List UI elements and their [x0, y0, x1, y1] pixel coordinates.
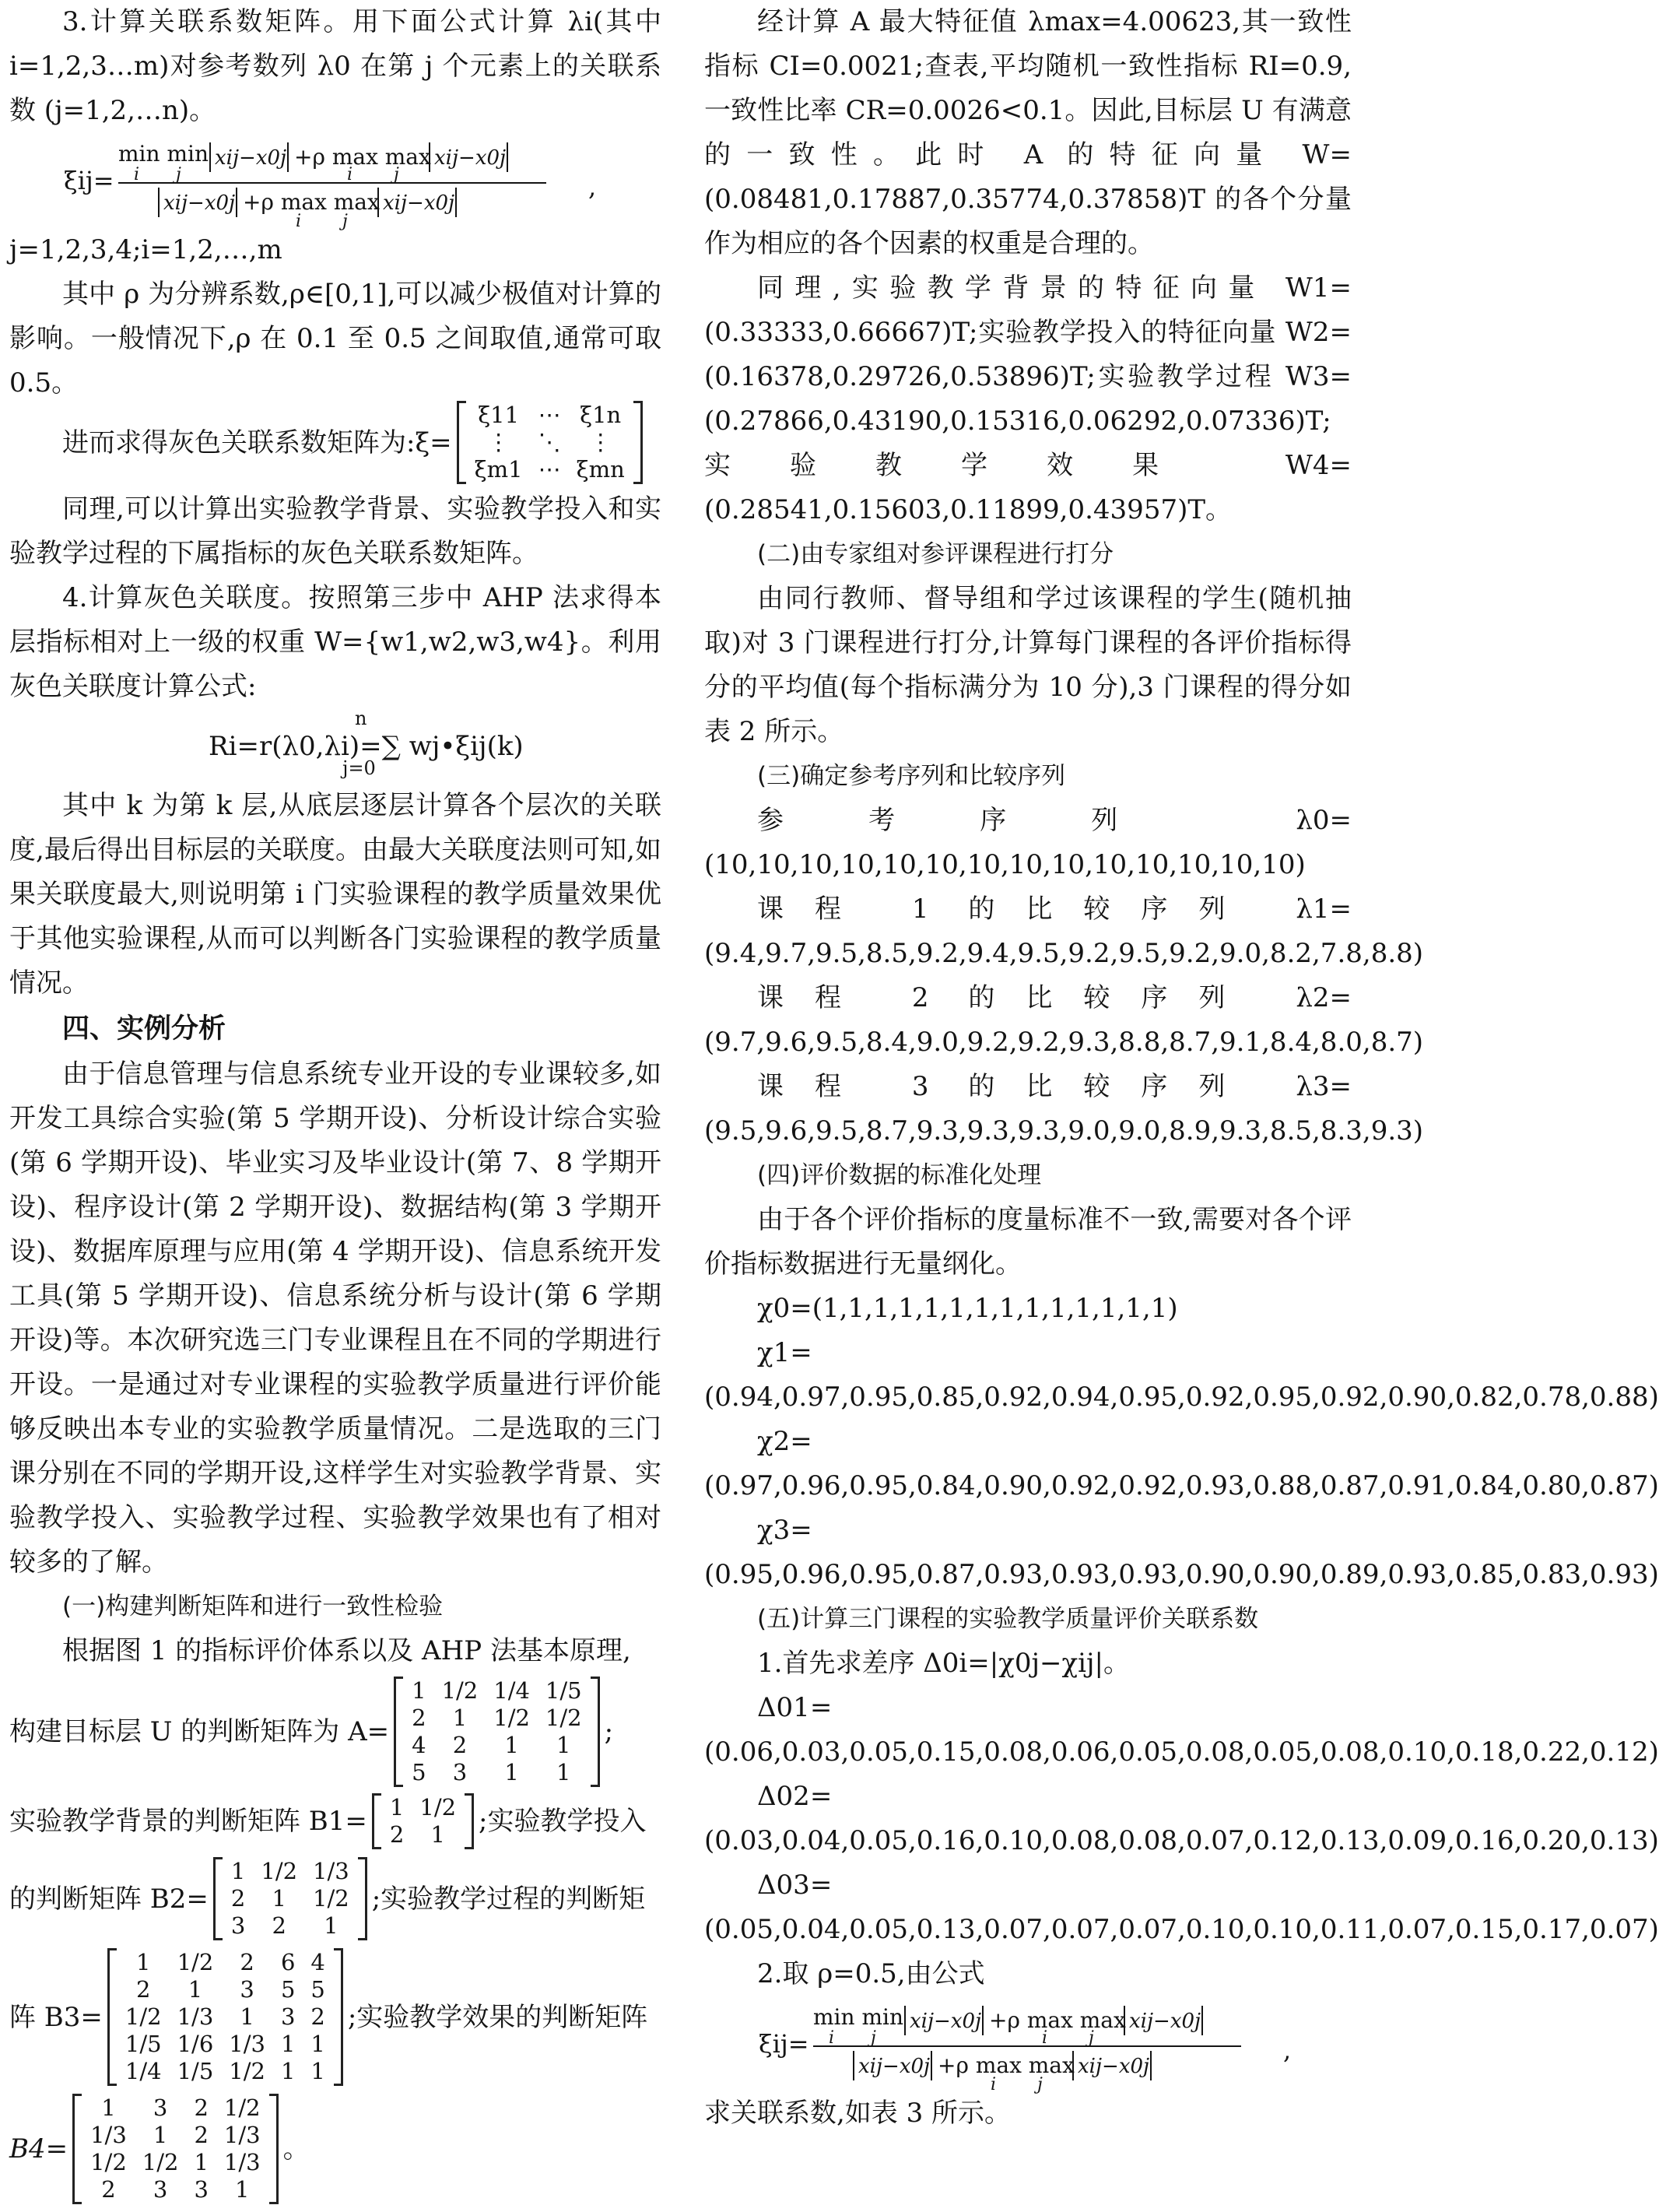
formula-sub-j: j	[176, 165, 181, 184]
paragraph-delta03: Δ03=(0.05,0.04,0.05,0.13,0.07,0.07,0.07,0.10,0.10,0.11,0.07,0.15,0.17,0.07)	[704, 1870, 1659, 1945]
paragraph-step3: 3.计算关联系数矩阵。用下面公式计算 λi(其中 i=1,2,3…m)对参考数列 λ0 在第 j 个元素上的关联系数 (j=1,2,…n)。	[9, 6, 661, 126]
svg-text:,: ,	[1283, 2035, 1292, 2065]
relation-coefficient-formula	[9, 133, 661, 231]
subsection-5-title: (五)计算三门课程的实验教学质量评价关联系数	[757, 1605, 1259, 1633]
paragraph-delta02: Δ02=(0.03,0.04,0.05,0.16,0.10,0.08,0.08,0.07,0.12,0.13,0.09,0.16,0.20,0.13)	[704, 1781, 1659, 1856]
paragraph-same: 同理,可以计算出实验教学背景、实验教学投入和实验教学过程的下属指标的灰色关联系数矩阵。	[9, 493, 661, 569]
matrix-B2: 1 1/2 1/3 2 1 1/2 3 2 1	[213, 1857, 367, 1940]
formula-minmin: min min	[118, 141, 209, 167]
matrix-B4-label: B4=	[9, 2133, 68, 2165]
xi-matrix-label: 进而求得灰色关联系数矩阵为:ξ=	[62, 427, 452, 458]
grey-relation-formula	[9, 709, 661, 784]
formula-comma: ,	[588, 172, 597, 202]
formula-R-bottom: j=0	[342, 757, 376, 779]
svg-text:min min: min min	[813, 2004, 903, 2030]
subsection-3-title: (三)确定参考序列和比较序列	[757, 762, 1066, 790]
paragraph-step4: 4.计算灰色关联度。按照第三步中 AHP 法求得本层指标相对上一级的权重 W={w1,w2,w3,w4}。利用灰色关联度计算公式:	[9, 582, 661, 702]
svg-text:xij−x0j: xij−x0j	[910, 2010, 982, 2033]
xi-matrix-row	[9, 401, 661, 484]
subsection-4-title: (四)评价数据的标准化处理	[757, 1161, 1042, 1189]
matrix-B3-label: 阵 B3=	[9, 2001, 103, 2033]
svg-text:i: i	[829, 2028, 835, 2048]
matrix-B1: 1 1/2 2 1	[372, 1793, 474, 1849]
paragraph-rho-05: 2.取 ρ=0.5,由公式	[757, 1958, 985, 1989]
matrix-B3: 1 1/2 2 6 4 2 1 3 5 5 1/2 1/3 1 3 2 1/5 1/6 1/3 1 1 1/4 1/5 1/2 1 1	[107, 1948, 343, 2086]
paragraph-chi2: χ2=(0.97,0.96,0.95,0.84,0.90,0.92,0.92,0.93,0.88,0.87,0.91,0.84,0.80,0.87)	[704, 1426, 1659, 1501]
paragraph-result: 求关联系数,如表 3 所示。	[704, 2098, 1012, 2129]
relation-coefficient-formula-2	[704, 1996, 1352, 2094]
svg-text:ξij=: ξij=	[759, 2029, 809, 2059]
paragraph-j-range: j=1,2,3,4;i=1,2,…,m	[9, 234, 282, 265]
matrix-A-row: 构建目标层 U 的判断矩阵为 A= 1 1/2 1/4 1/5 2 1 1/2 1/2 4 2 1 1 5 3 1 1 ;	[9, 1677, 614, 1785]
formula-graphic-2	[704, 1996, 1352, 2094]
paragraph-reference-sequence: 参考序列 λ0=(10,10,10,10,10,10,10,10,10,10,10,10,10,10)	[704, 805, 1352, 880]
paragraph-course2-sequence: 课程 2 的比较序列 λ2=(9.7,9.6,9.5,8.4,9.0,9.2,9.2,9.3,8.8,8.7,9.1,8.4,8.0,8.7)	[704, 982, 1424, 1058]
matrix-A-label: 构建目标层 U 的判断矩阵为 A=	[9, 1716, 390, 1747]
paragraph-chi1: χ1=(0.94,0.97,0.95,0.85,0.92,0.94,0.95,0.92,0.95,0.92,0.90,0.82,0.78,0.88)	[704, 1337, 1659, 1413]
svg-text:xij−x0j: xij−x0j	[1078, 2055, 1150, 2078]
matrix-B3-after: ;实验教学效果的判断矩阵	[347, 2001, 648, 2033]
paragraph-delta01: Δ01=(0.06,0.03,0.05,0.15,0.08,0.06,0.05,0.08,0.05,0.08,0.10,0.18,0.22,0.12)	[704, 1692, 1659, 1768]
matrix-B1-label: 实验教学背景的判断矩阵 B1=	[9, 1806, 367, 1837]
matrix-B1-after: ;实验教学投入	[479, 1806, 647, 1837]
svg-text:i: i	[991, 2075, 997, 2094]
paragraph-normalization: 由于各个评价指标的度量标准不一致,需要对各个评价指标数据进行无量纲化。	[704, 1204, 1352, 1280]
matrix-B2-label: 的判断矩阵 B2=	[9, 1883, 209, 1915]
left-column	[9, 0, 661, 2212]
svg-text:j: j	[1089, 2028, 1094, 2048]
formula-den-abs-2: xij−x0j	[383, 191, 455, 215]
formula-den-abs: xij−x0j	[163, 191, 236, 215]
formula-den-plus-rho: +ρ max max	[243, 189, 380, 215]
matrix-B4-after: 。	[282, 2133, 310, 2165]
paragraph-build: 根据图 1 的指标评价体系以及 AHP 法基本原理,	[62, 1635, 631, 1666]
paragraph-rho: 其中 ρ 为分辨系数,ρ∈[0,1],可以减少极值对计算的影响。一般情况下,ρ 在 0.1 至 0.5 之间取值,通常可取 0.5。	[9, 279, 661, 399]
svg-text:i: i	[1042, 2028, 1048, 2048]
matrix-B2-row	[9, 1857, 661, 1940]
formula-R-top: n	[355, 707, 367, 729]
matrix-B1-row	[9, 1793, 661, 1849]
svg-text:+ρ max max: +ρ max max	[938, 2052, 1075, 2078]
formula-sub-i: i	[134, 165, 140, 184]
svg-text:j: j	[871, 2028, 876, 2048]
matrix-B2-after: ;实验教学过程的判断矩	[371, 1883, 646, 1915]
subsection-1-title: (一)构建判断矩阵和进行一致性检验	[62, 1592, 444, 1620]
paragraph-difference: 1.首先求差序 Δ0i=|χ0j−χij|。	[757, 1648, 1130, 1679]
formula-graphic	[9, 133, 661, 231]
formula-R-main: Ri=r(λ0,λi)=∑ wj•ξij(k)	[209, 731, 524, 762]
paragraph-lambda-max: 经计算 A 最大特征值 λmax=4.00623,其一致性指标 CI=0.0021;查表,平均随机一致性指标 RI=0.9,一致性比率 CR=0.0026<0.1。因此,目标层 U 有满意的一致性。此时 A 的特征向量 W=(0.08481,0.17887,0.35774,0.37858)T 的各个分量作为相应的各个因素的权重是合理的。	[704, 6, 1352, 259]
svg-text:xij−x0j: xij−x0j	[1129, 2010, 1201, 2033]
right-column	[704, 0, 1659, 2136]
formula-abs-1: xij−x0j	[215, 146, 287, 170]
paragraph-chi3: χ3=(0.95,0.96,0.95,0.87,0.93,0.93,0.93,0.90,0.90,0.89,0.93,0.85,0.83,0.93)	[704, 1515, 1659, 1590]
paragraph-k: 其中 k 为第 k 层,从底层逐层计算各个层次的关联度,最后得出目标层的关联度。由最大关联度法则可知,如果关联度最大,则说明第 i 门实验课程的教学质量效果优于其他实验课程,从而可以判断各门实验课程的教学质量情况。	[9, 790, 661, 999]
section-4-title: 四、实例分析	[62, 1013, 226, 1045]
svg-text:xij−x0j: xij−x0j	[858, 2055, 931, 2078]
paragraph-vectors: 同理,实验教学背景的特征向量 W1=(0.33333,0.66667)T;实验教学投入的特征向量 W2=(0.16378,0.29726,0.53896)T;实验教学过程 W3=(0.27866,0.43190,0.15316,0.06292,0.07336)T;实验教学效果 W4=(0.28541,0.15603,0.11899,0.43957)T。	[704, 272, 1352, 525]
paragraph-chi0: χ0=(1,1,1,1,1,1,1,1,1,1,1,1,1,1)	[757, 1293, 1178, 1324]
matrix-B4: 1 3 2 1/2 1/3 1 2 1/3 1/2 1/2 1 1/3 2 3 3 1	[72, 2094, 278, 2204]
paragraph-scoring: 由同行教师、督导组和学过该课程的学生(随机抽取)对 3 门课程进行打分,计算每门课程的各评价指标得分的平均值(每个指标满分为 10 分),3 门课程的得分如表 2 所示。	[704, 583, 1352, 747]
xi-matrix: ξ11 ⋯ ξ1n ⋮ ⋱ ⋮ ξm1 ⋯ ξmn	[457, 401, 643, 484]
svg-text:j: j	[394, 165, 399, 184]
svg-text:j: j	[342, 212, 348, 231]
subsection-2-title: (二)由专家组对参评课程进行打分	[757, 540, 1114, 568]
paragraph-case: 由于信息管理与信息系统专业开设的专业课较多,如开发工具综合实验(第 5 学期开设)、分析设计综合实验(第 6 学期开设)、毕业实习及毕业设计(第 7、8 学期开设)、程序设计(第 2 学期开设)、数据结构(第 3 学期开设)、数据库原理与应用(第 4 学期开设)、信息系统开发工具(第 5 学期开设)、信息系统分析与设计(第 6 学期开设)等。本次研究选三门专业课程且在不同的学期进行开设。一是通过对专业课程的实验教学质量进行评价能够反映出本专业的实验教学质量情况。二是选取的三门课分别在不同的学期开设,这样学生对实验教学背景、实验教学投入、实验教学过程、实验教学效果也有了相对较多的了解。	[9, 1059, 661, 1578]
matrix-B3-row	[9, 1948, 661, 2086]
svg-text:i: i	[347, 165, 353, 184]
formula-lhs: ξij=	[64, 166, 114, 195]
paragraph-course1-sequence: 课程 1 的比较序列 λ1=(9.4,9.7,9.5,8.5,9.2,9.4,9.5,9.2,9.5,9.2,9.0,8.2,7.8,8.8)	[704, 894, 1424, 969]
paragraph-course3-sequence: 课程 3 的比较序列 λ3=(9.5,9.6,9.5,8.7,9.3,9.3,9.3,9.0,9.0,8.9,9.3,8.5,8.3,9.3)	[704, 1071, 1424, 1146]
matrix-A: 1 1/2 1/4 1/5 2 1 1/2 1/2 4 2 1 1 5 3 1 1	[394, 1677, 599, 1787]
formula-abs-2: xij−x0j	[434, 146, 507, 170]
matrix-B4-row	[9, 2094, 661, 2204]
svg-text:j: j	[1037, 2075, 1043, 2094]
svg-text:i: i	[296, 212, 302, 231]
svg-text:+ρ max max: +ρ max max	[989, 2007, 1126, 2033]
formula-plus-rho: +ρ max max	[294, 144, 431, 170]
